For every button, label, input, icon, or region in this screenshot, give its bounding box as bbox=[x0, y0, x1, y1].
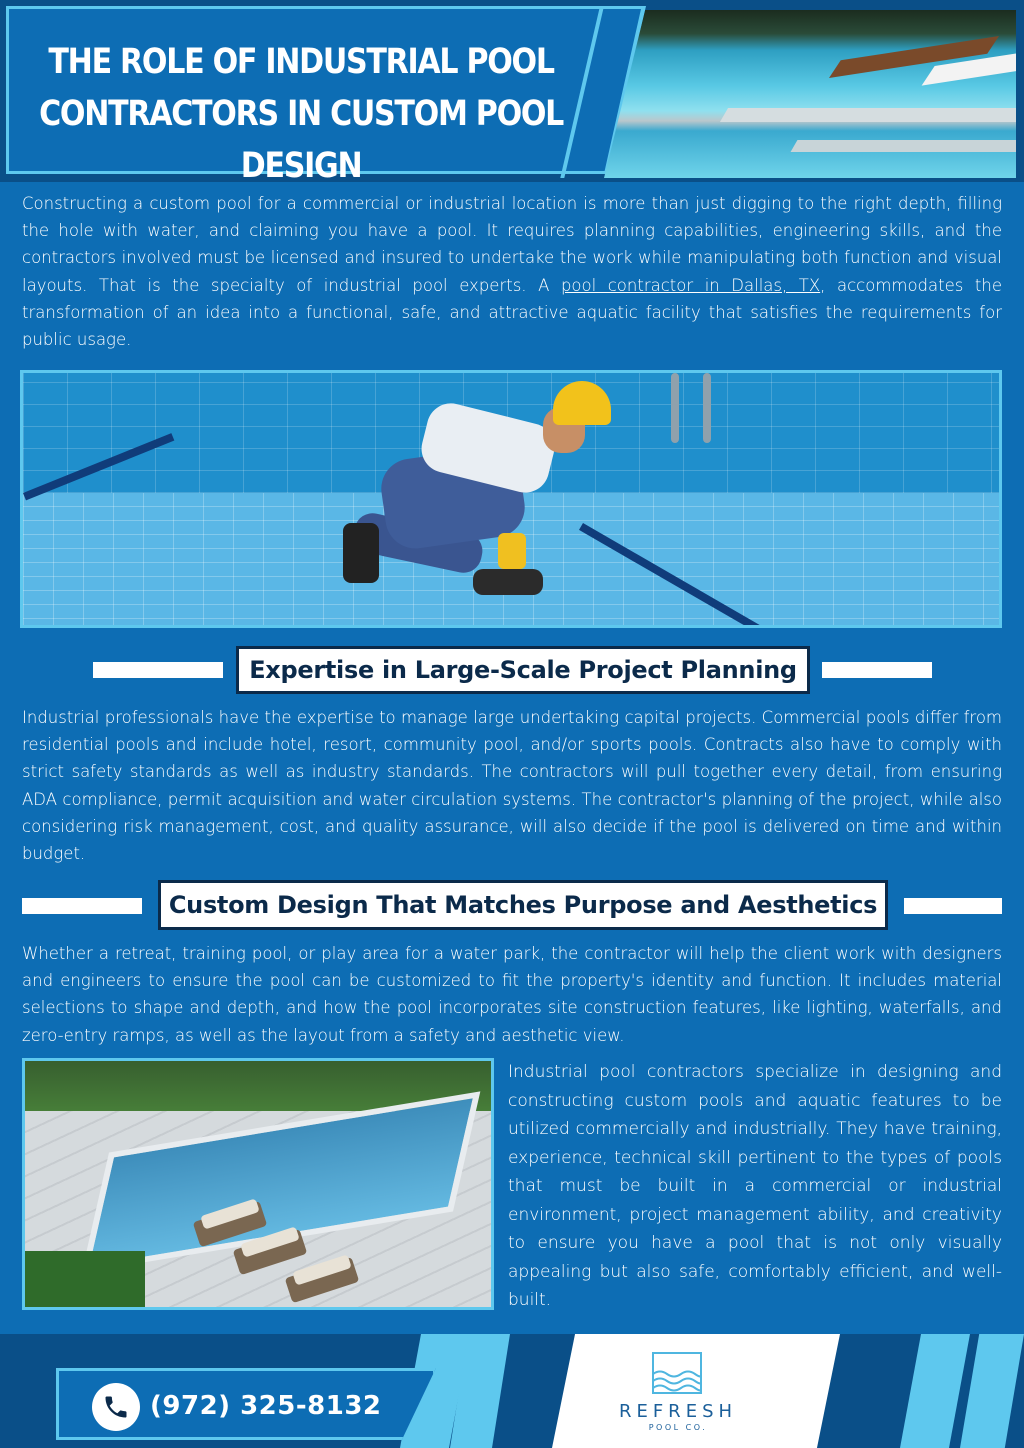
pool-ladder bbox=[703, 373, 711, 443]
custom-design-heading: Custom Design That Matches Purpose and Aesthetics bbox=[158, 880, 888, 930]
heading-bar-right bbox=[822, 662, 932, 678]
side-paragraph: Industrial pool contractors specialize in designing and constructing custom pools and aquatic features to be utilized commercially and industrially. They have training, experience, technical skill pertinent to the types of pools that must be built in a commercial or industrial environment, project management ability, and creativity to ensure you have a pool that is not only visually appealing but also safe, comfortably efficient, and well-built. bbox=[508, 1062, 1002, 1310]
intro-text-end: , accommodates the transformation of an idea into a functional, safe, and attractive aquatic facility that satisfies the requirements for public usage. bbox=[22, 275, 1002, 350]
worker-boot bbox=[473, 569, 543, 595]
heading-bar-left bbox=[22, 898, 142, 914]
brand-name: REFRESH bbox=[618, 1401, 738, 1422]
heading-bar-right bbox=[904, 898, 1002, 914]
custom-design-paragraph: Whether a retreat, training pool, or play area for a water park, the contractor will help the client work with designers and engineers to ensure the pool can be customized to fit the property's identity and function. It includes material selections to shape and depth, and how the pool incorporates site construction features, like lighting, waterfalls, and zero-entry ramps, as well as the layout from a safety and aesthetic view. bbox=[22, 944, 1002, 1045]
phone-icon[interactable] bbox=[92, 1383, 140, 1431]
brand-subtitle: POOL CO. bbox=[648, 1423, 708, 1432]
intro-text-start: Constructing a custom pool for a commercial or industrial location is more than just digging to the right depth, filling the hole with water, and claiming you have a pool. It requires planning capabilities, engineering skills, and the contractors involved must be licensed and insured to undertake the work while manipulating both function and visual layouts. That is the specialty of industrial pool experts. A bbox=[22, 194, 1002, 295]
pool-step bbox=[791, 140, 1016, 152]
garden-pool-photo bbox=[22, 1058, 494, 1310]
hero-pool-photo bbox=[604, 10, 1016, 178]
refresh-logo-icon bbox=[652, 1352, 702, 1394]
page-title bbox=[16, 36, 586, 192]
pool-step bbox=[720, 108, 1016, 122]
phone-number[interactable]: (972) 325-8132 bbox=[150, 1391, 382, 1421]
expertise-paragraph: Industrial professionals have the expertise to manage large undertaking capital projects. Commercial pools differ from residential pools and include hotel, resort, community pool, and/or sports pools. Contracts also have to comply with strict safety standards as well as industry standards. The contractors will pull together every detail, from ensuring ADA compliance, permit acquisition and water circulation systems. The contractor's planning of the project, while also considering risk management, cost, and quality assurance, will also decide if the pool is delivered on time and within budget. bbox=[22, 708, 1002, 864]
worker-pool-photo bbox=[20, 370, 1002, 628]
phone-glyph bbox=[102, 1393, 130, 1421]
heading-bar-left bbox=[93, 662, 223, 678]
expertise-heading: Expertise in Large-Scale Project Planning bbox=[236, 646, 810, 694]
pool-contractor-link[interactable]: pool contractor in Dallas, TX bbox=[560, 275, 821, 295]
hedge bbox=[25, 1251, 145, 1310]
drill-icon bbox=[498, 533, 526, 569]
title-line-2: CONTRACTORS IN CUSTOM POOL DESIGN bbox=[39, 94, 564, 186]
pool-ladder bbox=[671, 373, 679, 443]
worker-boot bbox=[343, 523, 379, 583]
title-line-1: THE ROLE OF INDUSTRIAL POOL bbox=[48, 42, 554, 82]
intro-paragraph bbox=[22, 190, 1002, 353]
